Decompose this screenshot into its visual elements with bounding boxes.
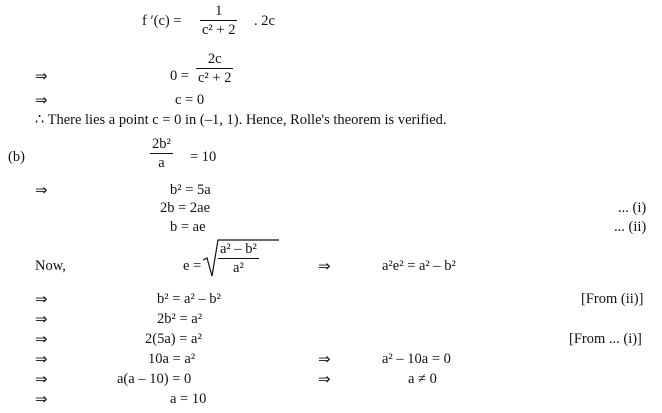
- implies-arrow: ⇒: [35, 330, 48, 348]
- factored-eq: a(a – 10) = 0: [117, 371, 192, 387]
- rolle-conclusion: ∴ There lies a point c = 0 in (–1, 1). Hence, Rolle's theorem is verified.: [35, 112, 447, 128]
- fprime-denominator: c² + 2: [202, 22, 236, 38]
- zero-eq-fraction: [196, 51, 233, 86]
- implies-arrow: ⇒: [35, 290, 48, 308]
- fprime-numerator: 1: [215, 3, 223, 19]
- now-label: Now,: [35, 258, 66, 274]
- implies-arrow: ⇒: [318, 257, 331, 275]
- two-b2-eq: 2b² = a²: [157, 311, 203, 327]
- implies-arrow: ⇒: [35, 390, 48, 408]
- fprime-lhs: f ′(c) =: [142, 13, 182, 29]
- b-denominator: a: [150, 153, 173, 171]
- e-numerator: a² – b²: [220, 241, 257, 257]
- e-result: a²e² = a² – b²: [382, 258, 456, 274]
- implies-arrow: ⇒: [35, 67, 48, 85]
- b-fraction: [150, 136, 173, 171]
- ref-i: ... (i): [618, 200, 647, 216]
- fprime-tail: . 2c: [254, 13, 275, 29]
- implies-arrow: ⇒: [35, 91, 48, 109]
- zero-eq-denominator: c² + 2: [198, 70, 232, 86]
- c-equals-zero: c = 0: [175, 92, 205, 108]
- a-equals-ten: a = 10: [170, 391, 207, 407]
- b-numerator: 2b²: [152, 136, 171, 152]
- two-b-eq: 2b = 2ae: [160, 200, 211, 216]
- two-5a-eq: 2(5a) = a²: [145, 331, 202, 347]
- b-rhs: = 10: [190, 149, 217, 165]
- from-i-ref: [From ... (i)]: [569, 331, 642, 347]
- implies-arrow: ⇒: [35, 310, 48, 328]
- b-squared-eq: b² = 5a: [170, 182, 211, 198]
- b-eq-ae: b = ae: [170, 219, 206, 235]
- fprime-fraction: [200, 3, 237, 38]
- e-fraction: [218, 241, 259, 276]
- ten-a-eq: 10a = a²: [148, 351, 196, 367]
- implies-arrow: ⇒: [318, 370, 331, 388]
- implies-arrow: ⇒: [35, 350, 48, 368]
- ref-ii: ... (ii): [614, 219, 647, 235]
- quadratic-eq: a² – 10a = 0: [382, 351, 451, 367]
- implies-arrow: ⇒: [35, 370, 48, 388]
- a-not-zero: a ≠ 0: [408, 371, 437, 387]
- part-b-label: (b): [8, 149, 25, 165]
- implies-arrow: ⇒: [35, 181, 48, 199]
- b2-eq: b² = a² – b²: [157, 291, 221, 307]
- e-lhs: e =: [183, 258, 202, 274]
- from-ii-ref: [From (ii)]: [581, 291, 644, 307]
- e-denominator: a²: [218, 258, 259, 276]
- implies-arrow: ⇒: [318, 350, 331, 368]
- zero-eq-numerator: 2c: [207, 51, 222, 67]
- zero-eq-lhs: 0 =: [170, 68, 190, 84]
